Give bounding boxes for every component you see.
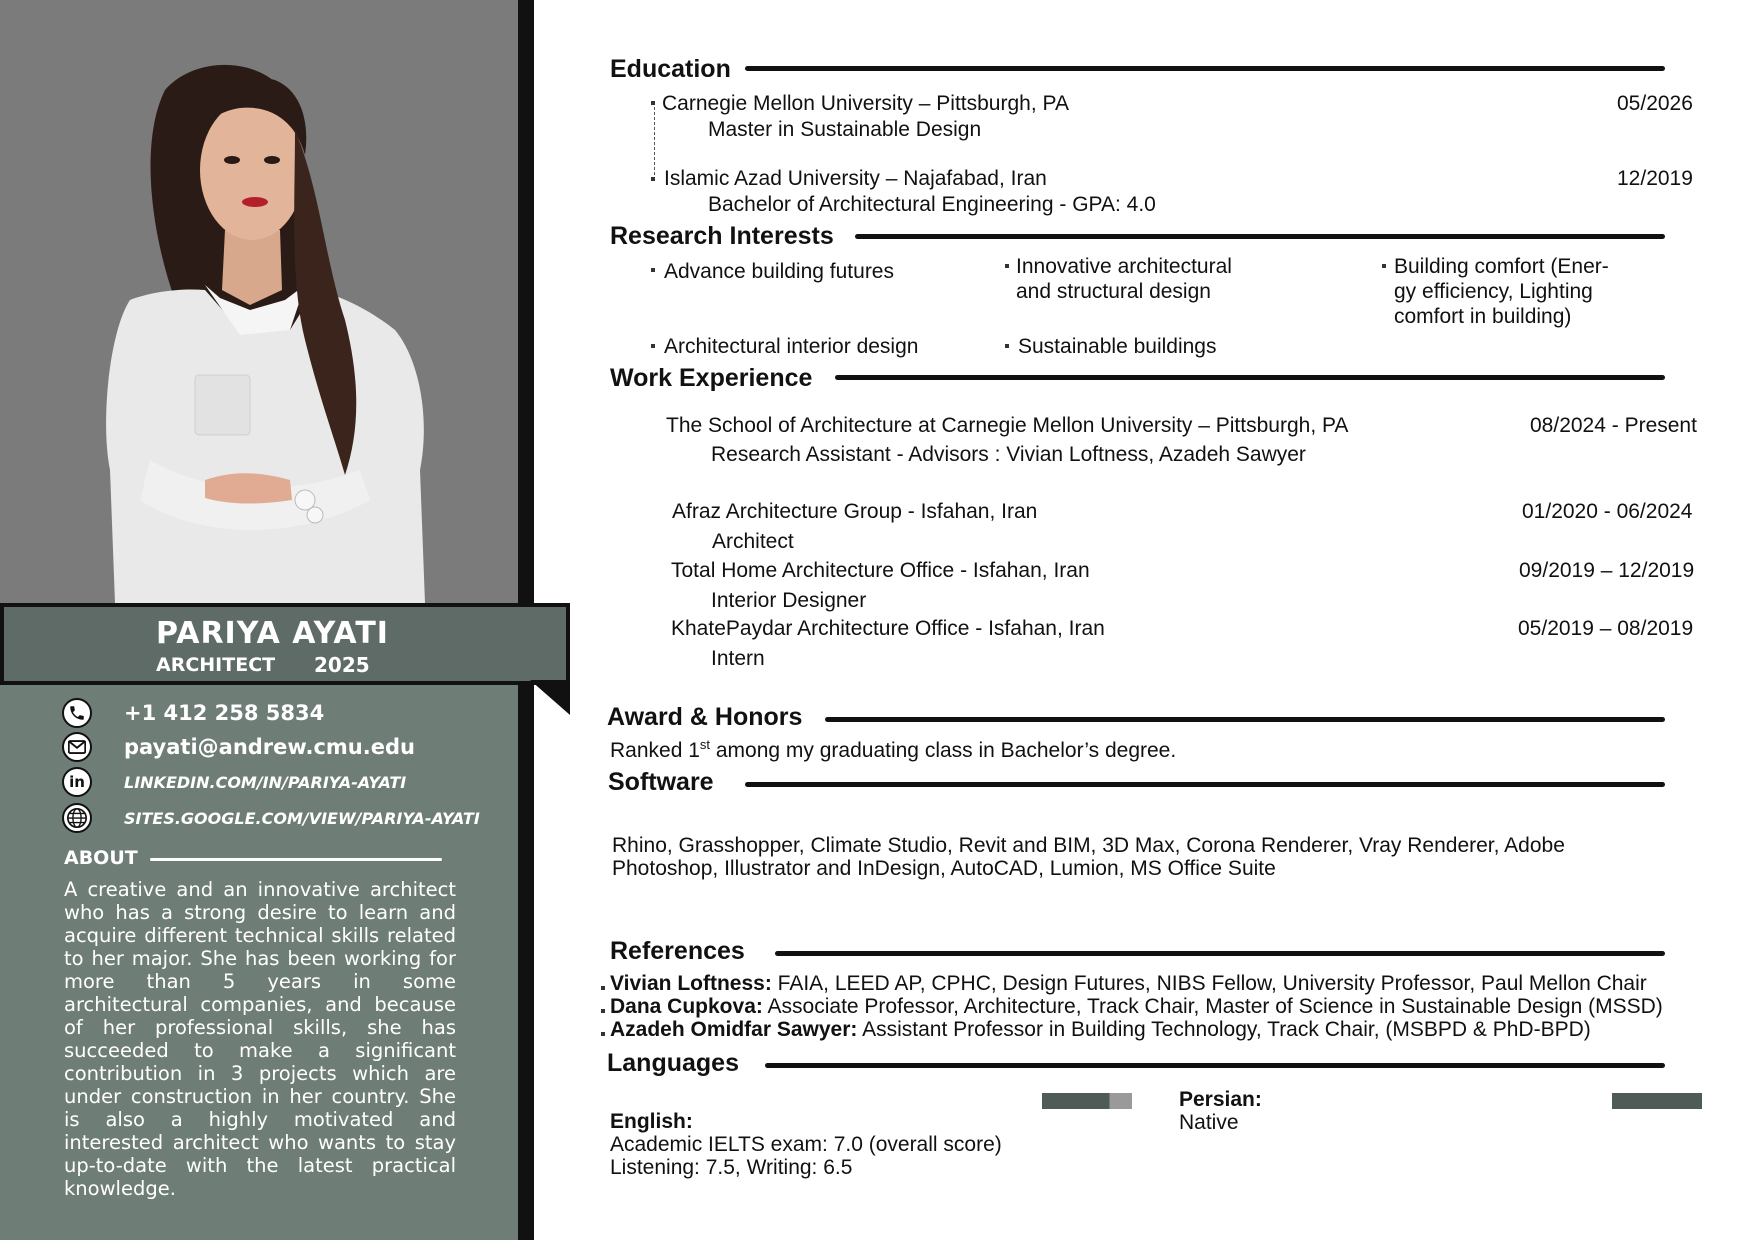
email-text: payati@andrew.cmu.edu <box>124 735 415 759</box>
research-item: Advance building futures <box>664 260 894 283</box>
software-heading: Software <box>608 768 714 796</box>
software-line: Photoshop, Illustrator and InDesign, AutoCAD, Lumion, MS Office Suite <box>612 857 1276 880</box>
education-date: 12/2019 <box>1617 167 1693 190</box>
work-org: Afraz Architecture Group - Isfahan, Iran <box>672 500 1038 523</box>
linkedin-icon: in <box>62 767 92 797</box>
banner-tail <box>530 680 570 715</box>
education-divider <box>745 66 1665 71</box>
work-org: Total Home Architecture Office - Isfahan, Iran <box>671 559 1090 582</box>
about-divider <box>150 858 442 861</box>
research-item: Building comfort (Ener- <box>1394 255 1609 278</box>
work-heading: Work Experience <box>610 364 813 392</box>
work-role: Interior Designer <box>711 589 867 612</box>
persian-detail: Native <box>1179 1111 1239 1134</box>
reference-desc: Associate Professor, Architecture, Track Chair, Master of Science in Sustainable Design (MSSD) <box>762 995 1663 1018</box>
research-item: Sustainable buildings <box>1018 335 1217 358</box>
work-org: KhatePaydar Architecture Office - Isfahan, Iran <box>671 617 1105 640</box>
research-heading: Research Interests <box>610 222 834 250</box>
reference-name: Vivian Loftness: <box>610 972 772 995</box>
software-divider <box>745 782 1665 787</box>
research-bullet <box>1382 264 1386 268</box>
award-rank-suffix: st <box>699 737 711 752</box>
phone-text: +1 412 258 5834 <box>124 701 325 725</box>
education-bullet <box>651 101 655 105</box>
education-timeline <box>654 102 655 180</box>
work-date: 05/2019 – 08/2019 <box>1518 617 1694 640</box>
mail-icon <box>62 732 92 762</box>
reference-name: Dana Cupkova: <box>610 995 763 1018</box>
research-item: and structural design <box>1016 280 1211 303</box>
contact-website[interactable] <box>62 802 480 834</box>
work-role: Intern <box>711 647 765 670</box>
software-line: Rhino, Grasshopper, Climate Studio, Revit and BIM, 3D Max, Corona Renderer, Vray Renderer, Adobe <box>612 834 1565 857</box>
resume-year: 2025 <box>314 653 370 677</box>
research-bullet <box>1005 264 1009 268</box>
research-divider <box>855 234 1665 239</box>
portrait-image <box>0 0 518 603</box>
education-school: Carnegie Mellon University – Pittsburgh, PA <box>662 92 1069 115</box>
persian-level-bar <box>1612 1093 1702 1109</box>
about-heading: ABOUT <box>64 847 138 869</box>
research-bullet <box>651 268 655 272</box>
profile-photo <box>0 0 518 603</box>
globe-icon <box>62 803 92 833</box>
reference-desc: FAIA, LEED AP, CPHC, Design Futures, NIBS Fellow, University Professor, Paul Mellon Chair <box>771 972 1647 995</box>
reference-bullet <box>601 986 605 990</box>
reference-item <box>610 995 1663 1019</box>
person-name: PARIYA AYATI <box>156 616 389 651</box>
reference-desc: Assistant Professor in Building Technology, Track Chair, (MSBPD & PhD-BPD) <box>857 1018 1591 1041</box>
research-item: gy efficiency, Lighting <box>1394 280 1593 303</box>
contact-linkedin[interactable] <box>62 766 406 798</box>
research-item: Innovative architectural <box>1016 255 1232 278</box>
awards-heading: Award & Honors <box>607 703 803 731</box>
reference-bullet <box>601 1032 605 1036</box>
english-label: English: <box>610 1110 693 1133</box>
education-degree: Master in Sustainable Design <box>708 118 982 141</box>
work-date: 01/2020 - 06/2024 <box>1522 500 1693 523</box>
languages-heading: Languages <box>607 1049 739 1077</box>
work-date: 08/2024 - Present <box>1530 414 1697 437</box>
reference-item <box>610 972 1647 996</box>
education-heading: Education <box>610 55 731 83</box>
name-banner <box>0 603 570 685</box>
about-text: A creative and an innovative architect who has a strong desire to learn and acquire different technical skills related to her major. She has been working for more than 5 years in some architectural companies, and because of her professional skills, she has succeeded to make a significant contribution in 3 projects which are under construction in her country. She is also a highly motivated and interested architect who wants to stay up-to-date with the latest practical knowledge. <box>64 878 456 1200</box>
research-bullet <box>1005 344 1009 348</box>
award-rank: Ranked 1 <box>610 739 700 762</box>
award-text <box>610 737 1176 763</box>
reference-bullet <box>601 1009 605 1013</box>
award-description: among my graduating class in Bachelor’s degree. <box>710 739 1177 762</box>
english-detail: Academic IELTS exam: 7.0 (overall score) <box>610 1133 1002 1156</box>
education-bullet <box>651 177 655 181</box>
awards-divider <box>825 717 1665 722</box>
person-role: ARCHITECT <box>156 654 276 676</box>
research-bullet <box>651 344 655 348</box>
work-divider <box>835 375 1665 380</box>
research-item: Architectural interior design <box>664 335 919 358</box>
english-level-bar <box>1042 1093 1132 1109</box>
references-heading: References <box>610 937 745 965</box>
contact-email[interactable] <box>62 731 415 763</box>
reference-item <box>610 1018 1591 1042</box>
english-detail: Listening: 7.5, Writing: 6.5 <box>610 1156 853 1179</box>
phone-icon <box>62 698 92 728</box>
education-degree: Bachelor of Architectural Engineering - GPA: 4.0 <box>708 193 1156 216</box>
work-org: The School of Architecture at Carnegie Mellon University – Pittsburgh, PA <box>666 414 1349 437</box>
persian-label: Persian: <box>1179 1088 1262 1111</box>
sidebar <box>0 0 520 1240</box>
reference-name: Azadeh Omidfar Sawyer: <box>610 1018 858 1041</box>
research-item: comfort in building) <box>1394 305 1572 328</box>
work-role: Research Assistant - Advisors : Vivian Loftness, Azadeh Sawyer <box>711 443 1306 466</box>
website-text: SITES.GOOGLE.COM/VIEW/PARIYA-AYATI <box>124 808 480 828</box>
contact-phone[interactable] <box>62 697 324 729</box>
education-date: 05/2026 <box>1617 92 1693 115</box>
languages-divider <box>765 1063 1665 1068</box>
education-school: Islamic Azad University – Najafabad, Iran <box>664 167 1047 190</box>
linkedin-text: LINKEDIN.COM/IN/PARIYA-AYATI <box>124 772 407 792</box>
work-date: 09/2019 – 12/2019 <box>1519 559 1695 582</box>
references-divider <box>775 951 1665 956</box>
work-role: Architect <box>712 530 794 553</box>
